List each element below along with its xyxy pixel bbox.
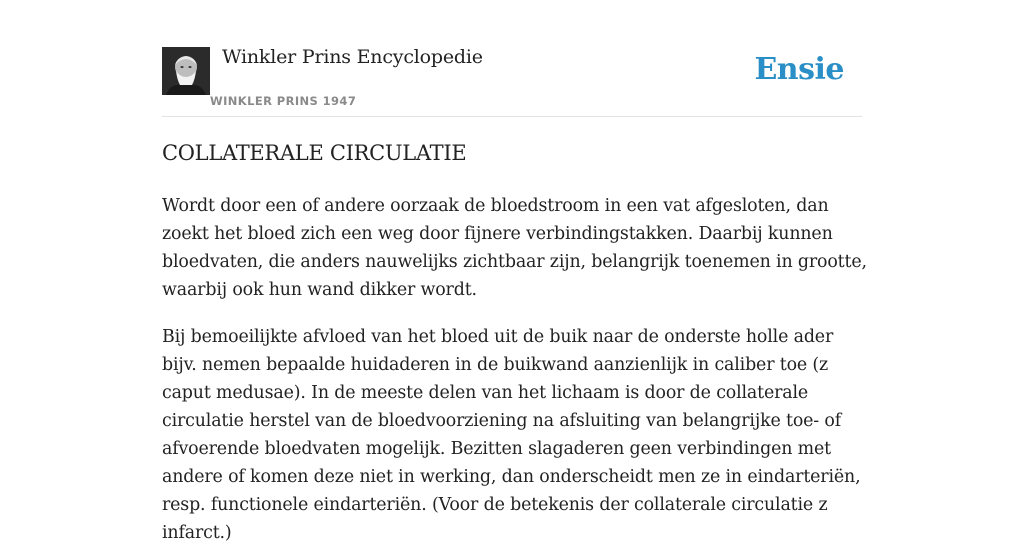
source-header bbox=[162, 0, 862, 117]
article-paragraph: Wordt door een of andere oorzaak de bloedstroom in een vat afgesloten, dan zoekt het bloed zich een weg door fijnere verbindingstakken. Daarbij kunnen bloedvaten, die anders nauwelijks zichtbaar zijn, belangrijk toenemen in grootte, waarbij ook hun wand dikker wordt. bbox=[162, 196, 867, 300]
article-title: COLLATERALE CIRCULATIE bbox=[162, 141, 467, 165]
source-title[interactable]: Winkler Prins Encyclopedie bbox=[222, 46, 483, 68]
page bbox=[162, 0, 867, 543]
ensie-logo[interactable]: Ensie bbox=[754, 52, 844, 87]
author-portrait-icon[interactable] bbox=[162, 47, 210, 95]
source-subtitle[interactable]: WINKLER PRINS 1947 bbox=[210, 94, 357, 108]
article-paragraph: Bij bemoeilijkte afvloed van het bloed uit de buik naar de onderste holle ader bijv. nemen bepaalde huidaderen in de buikwand aanzienlijk in caliber toe (z caput medusae). In de meeste delen van het lichaam is door de collaterale circulatie herstel van de bloedvoorziening na afsluiting van belangrijke toe- of afvoerende bloedvaten mogelijk. Bezitten slagaderen geen verbindingen met andere of komen deze niet in werking, dan onderscheidt men ze in eindarteriën, resp. functionele eindarteriën. (Voor de betekenis der collaterale circulatie z infarct.) bbox=[162, 327, 861, 543]
